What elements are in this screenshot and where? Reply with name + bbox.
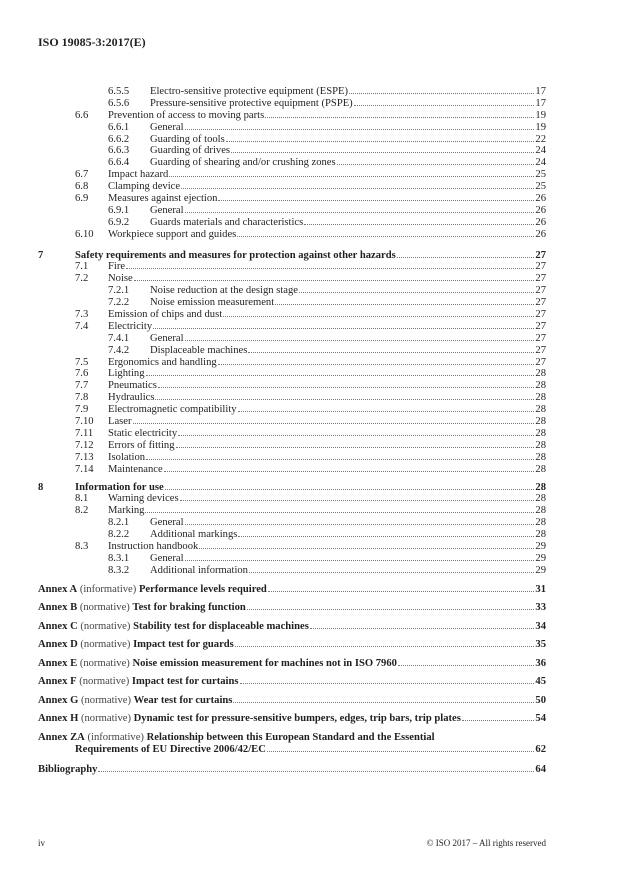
dot-leader: [299, 291, 534, 293]
annex-label: Annex H: [38, 713, 79, 725]
toc-entry[interactable]: [38, 440, 546, 452]
page-number: 19: [535, 109, 546, 121]
page-number: 36: [535, 657, 546, 669]
dot-leader: [180, 499, 535, 501]
dot-leader: [398, 664, 534, 666]
dot-leader: [310, 627, 535, 629]
section-title: Guarding of tools: [150, 133, 225, 145]
toc-entries: [38, 86, 546, 577]
dot-leader: [304, 223, 534, 225]
annex-label: Annex G: [38, 694, 79, 706]
toc-annex-entry[interactable]: [38, 636, 546, 655]
section-title: Static electricity: [108, 427, 178, 439]
page-number: 24: [535, 145, 546, 157]
section-title: Errors of fitting: [108, 439, 175, 451]
section-number: 7.2: [75, 273, 89, 285]
page-number: 27: [535, 261, 546, 273]
dot-leader: [238, 535, 534, 537]
toc-entry[interactable]: [38, 309, 546, 321]
dot-leader: [268, 590, 535, 592]
page-number: 26: [535, 193, 546, 205]
page-number: 54: [535, 713, 546, 725]
section-number: 7.7: [75, 380, 89, 392]
section-number: 7.13: [75, 451, 94, 463]
section-number: 7.5: [75, 356, 89, 368]
dot-leader: [235, 645, 535, 647]
page-number: 28: [535, 481, 546, 493]
section-number: 8.1: [75, 493, 89, 505]
toc-entry[interactable]: [38, 122, 546, 134]
toc-entry[interactable]: [38, 452, 546, 464]
dot-leader: [165, 488, 535, 490]
toc-entry[interactable]: [38, 98, 546, 110]
page-number: 28: [535, 493, 546, 505]
toc-annex-entry[interactable]: [38, 673, 546, 692]
annex-kind: (informative): [79, 583, 137, 595]
toc-entry[interactable]: [38, 553, 546, 565]
page-number: 22: [535, 133, 546, 145]
section-number: 8.2: [75, 505, 89, 517]
dot-leader: [199, 547, 534, 549]
section-number: 6.5.6: [108, 97, 130, 109]
section-title: Clamping device: [108, 181, 181, 193]
annex-title-line1: Relationship between this European Standard and the Essential: [146, 731, 435, 743]
annex-label: Annex ZA: [38, 731, 85, 743]
page-number: 28: [535, 529, 546, 541]
dot-leader: [223, 315, 534, 317]
dot-leader: [185, 523, 535, 525]
annex-kind: (normative): [80, 694, 131, 706]
page-number: 27: [535, 356, 546, 368]
dot-leader: [153, 327, 534, 329]
dot-leader: [397, 256, 535, 258]
section-title: Noise reduction at the design stage: [150, 285, 298, 297]
table-of-contents: [38, 86, 546, 776]
toc-entry[interactable]: [38, 250, 546, 262]
dot-leader: [265, 116, 534, 118]
section-number: 7.11: [75, 427, 94, 439]
section-title: Additional markings: [150, 529, 238, 541]
toc-entry[interactable]: [38, 333, 546, 345]
page-number: 28: [535, 404, 546, 416]
dot-leader: [226, 140, 535, 142]
dot-leader: [181, 187, 534, 189]
page-number: 25: [535, 169, 546, 181]
toc-annex-entry[interactable]: [38, 655, 546, 674]
dot-leader: [126, 267, 534, 269]
page-number: 45: [535, 676, 546, 688]
toc-entry[interactable]: [38, 345, 546, 357]
page-number: 17: [535, 97, 546, 109]
toc-entry[interactable]: [38, 357, 546, 369]
section-number: 8.3.1: [108, 552, 130, 564]
annex-label: Annex D: [38, 639, 78, 651]
annex-entries: [38, 581, 546, 729]
section-title: Instruction handbook: [108, 540, 199, 552]
section-number: 7.4.1: [108, 332, 130, 344]
dot-leader: [249, 571, 534, 573]
section-title: General: [150, 121, 184, 133]
page-number: 25: [535, 181, 546, 193]
annex-title: Test for braking function: [132, 602, 246, 614]
annex-title: Noise emission measurement for machines not in ISO 7960: [132, 657, 397, 669]
page-number: 27: [535, 309, 546, 321]
toc-entry[interactable]: [38, 404, 546, 416]
page-number: 28: [535, 380, 546, 392]
page-number: 31: [535, 583, 546, 595]
annex-label: Annex B: [38, 602, 78, 614]
page-number: 28: [535, 451, 546, 463]
section-number: 7.4.2: [108, 344, 130, 356]
section-title: Prevention of access to moving parts: [108, 109, 265, 121]
section-title: Emission of chips and dust: [108, 309, 223, 321]
dot-leader: [185, 128, 535, 130]
toc-entry[interactable]: [38, 193, 546, 205]
page-number: 28: [535, 463, 546, 475]
dot-leader: [169, 175, 534, 177]
section-title: Electricity: [108, 320, 153, 332]
page-number: 27: [535, 320, 546, 332]
section-number: 6.6.1: [108, 121, 130, 133]
page-number: 33: [535, 602, 546, 614]
toc-annex-entry[interactable]: [38, 692, 546, 711]
page-number: 28: [535, 505, 546, 517]
toc-annex-entry[interactable]: [38, 618, 546, 637]
section-number: 7: [38, 249, 44, 261]
annex-title: Wear test for curtains: [133, 694, 233, 706]
dot-leader: [218, 363, 535, 365]
section-title: Impact hazard: [108, 169, 169, 181]
dot-leader: [134, 279, 535, 281]
section-title: General: [150, 332, 184, 344]
section-number: 8.2.1: [108, 517, 130, 529]
section-title: Pressure-sensitive protective equipment (PSPE): [150, 97, 353, 109]
page-number: 29: [535, 540, 546, 552]
section-title: Laser: [108, 416, 132, 428]
toc-annex-entry[interactable]: [38, 581, 546, 600]
toc-entry[interactable]: [38, 541, 546, 553]
annex-title: Dynamic test for pressure-sensitive bumpers, edges, trip bars, trip plates: [133, 713, 461, 725]
page-number: 28: [535, 439, 546, 451]
section-title: Workpiece support and guides: [108, 228, 237, 240]
page-number: 26: [535, 216, 546, 228]
page-number: 27: [535, 332, 546, 344]
toc-entry[interactable]: [38, 273, 546, 285]
dot-leader: [185, 339, 535, 341]
annex-label: Annex F: [38, 676, 77, 688]
dot-leader: [178, 434, 534, 436]
toc-annex-za[interactable]: [38, 732, 546, 744]
bibliography-title: Bibliography: [38, 763, 98, 775]
annex-label: Annex E: [38, 657, 78, 669]
toc-entry[interactable]: [38, 482, 546, 494]
dot-leader: [146, 374, 535, 376]
section-title: Electromagnetic compatibility: [108, 404, 237, 416]
page-number: 35: [535, 639, 546, 651]
toc-entry[interactable]: [38, 297, 546, 309]
section-title: Isolation: [108, 451, 146, 463]
page-number: 27: [535, 273, 546, 285]
dot-leader: [349, 92, 534, 94]
document-id-header: ISO 19085-3:2017(E): [38, 35, 146, 49]
dot-leader: [185, 559, 535, 561]
section-title: Warning devices: [108, 493, 179, 505]
annex-kind: (normative): [79, 657, 130, 669]
section-number: 6.9.1: [108, 204, 130, 216]
section-number: 7.6: [75, 368, 89, 380]
page-number: 28: [535, 427, 546, 439]
section-number: 8.2.2: [108, 529, 130, 541]
section-number: 7.3: [75, 309, 89, 321]
dot-leader: [462, 719, 535, 721]
page-number: 27: [535, 285, 546, 297]
toc-entry[interactable]: [38, 229, 546, 241]
section-number: 6.6: [75, 109, 89, 121]
section-number: 6.6.3: [108, 145, 130, 157]
dot-leader: [185, 211, 535, 213]
dot-leader: [155, 398, 534, 400]
annex-title: Stability test for displaceable machines: [133, 620, 309, 632]
section-title: Displaceable machines: [150, 344, 248, 356]
section-number: 8.3.2: [108, 564, 130, 576]
toc-annex-za-cont[interactable]: [38, 744, 546, 756]
page-number: 28: [535, 517, 546, 529]
toc-entry[interactable]: [38, 428, 546, 440]
section-number: 7.4: [75, 320, 89, 332]
toc-entry[interactable]: [38, 493, 546, 505]
section-number: 7.9: [75, 404, 89, 416]
toc-entry[interactable]: [38, 181, 546, 193]
section-title: Ergonomics and handling: [108, 356, 217, 368]
toc-entry[interactable]: [38, 86, 546, 98]
section-title: Hydraulics: [108, 392, 155, 404]
toc-entry[interactable]: [38, 517, 546, 529]
dot-leader: [146, 458, 534, 460]
toc-entry[interactable]: [38, 416, 546, 428]
section-title: Marking: [108, 505, 145, 517]
annex-kind: (normative): [80, 713, 131, 725]
annex-kind: (normative): [80, 639, 131, 651]
dot-leader: [337, 163, 535, 165]
toc-entry[interactable]: [38, 157, 546, 169]
toc-annex-entry[interactable]: [38, 599, 546, 618]
dot-leader: [98, 770, 534, 772]
dot-leader: [240, 682, 535, 684]
section-number: 8.3: [75, 540, 89, 552]
toc-entry[interactable]: [38, 134, 546, 146]
page-number: 34: [535, 620, 546, 632]
section-number: 7.8: [75, 392, 89, 404]
annex-label: Annex A: [38, 583, 78, 595]
section-title: Noise emission measurement: [150, 297, 275, 309]
page-number: 27: [535, 344, 546, 356]
section-title: General: [150, 204, 184, 216]
dot-leader: [275, 303, 534, 305]
section-number: 7.10: [75, 416, 94, 428]
toc-entry[interactable]: [38, 529, 546, 541]
page-number: 64: [535, 763, 546, 775]
section-title: General: [150, 552, 184, 564]
toc-entry[interactable]: [38, 505, 546, 517]
dot-leader: [218, 199, 534, 201]
annex-title: Impact test for curtains: [131, 676, 239, 688]
page-number: 50: [535, 694, 546, 706]
dot-leader: [237, 235, 534, 237]
annex-kind: (normative): [79, 676, 130, 688]
page-number: 19: [535, 121, 546, 133]
annex-kind: (normative): [79, 602, 130, 614]
section-number: 7.12: [75, 439, 94, 451]
section-title: Additional information: [150, 564, 248, 576]
page-number: 26: [535, 204, 546, 216]
footer-copyright: © ISO 2017 – All rights reserved: [426, 838, 546, 848]
section-title: Guarding of drives: [150, 145, 231, 157]
dot-leader: [233, 701, 534, 703]
page-number: 27: [535, 249, 546, 261]
page-number: 28: [535, 368, 546, 380]
toc-entry[interactable]: [38, 205, 546, 217]
section-number: 6.6.2: [108, 133, 130, 145]
toc-entry[interactable]: [38, 565, 546, 577]
annex-label: Annex C: [38, 620, 78, 632]
footer-page-number: iv: [38, 838, 46, 848]
section-title: Noise: [108, 273, 133, 285]
dot-leader: [145, 511, 534, 513]
section-title: Lighting: [108, 368, 145, 380]
section-number: 7.1: [75, 261, 89, 273]
toc-entry[interactable]: [38, 110, 546, 122]
toc-bibliography[interactable]: [38, 764, 546, 776]
toc-entry[interactable]: [38, 380, 546, 392]
toc-entry[interactable]: [38, 261, 546, 273]
section-number: 6.10: [75, 228, 94, 240]
toc-entry[interactable]: [38, 321, 546, 333]
page-number: 28: [535, 392, 546, 404]
section-number: 8: [38, 481, 44, 493]
annex-title: Impact test for guards: [133, 639, 234, 651]
section-title: Fire: [108, 261, 126, 273]
annex-kind: (informative): [87, 731, 144, 743]
page-number: 62: [535, 743, 546, 755]
toc-entry[interactable]: [38, 145, 546, 157]
section-title: Guarding of shearing and/or crushing zones: [150, 157, 336, 169]
section-number: 6.5.5: [108, 86, 130, 97]
section-number: 6.9: [75, 193, 89, 205]
dot-leader: [247, 608, 535, 610]
dot-leader: [238, 410, 535, 412]
section-title: Information for use: [75, 481, 164, 493]
dot-leader: [267, 750, 535, 752]
section-title: Maintenance: [108, 463, 163, 475]
annex-title: Performance levels required: [138, 583, 267, 595]
section-number: 6.8: [75, 181, 89, 193]
dot-leader: [164, 470, 535, 472]
section-number: 6.7: [75, 169, 89, 181]
dot-leader: [231, 151, 534, 153]
annex-kind: (normative): [80, 620, 131, 632]
section-title: Guards materials and characteristics: [150, 216, 304, 228]
toc-entry[interactable]: [38, 392, 546, 404]
section-title: Electro-sensitive protective equipment (ESPE): [150, 86, 348, 97]
page-number: 26: [535, 228, 546, 240]
page-number: 27: [535, 297, 546, 309]
toc-entry[interactable]: [38, 169, 546, 181]
dot-leader: [248, 351, 534, 353]
section-number: 7.2.1: [108, 285, 130, 297]
page-number: 28: [535, 416, 546, 428]
annex-title-line2: Requirements of EU Directive 2006/42/EC: [75, 743, 266, 755]
section-number: 6.9.2: [108, 216, 130, 228]
section-number: 6.6.4: [108, 157, 130, 169]
page-number: 24: [535, 157, 546, 169]
toc-entry[interactable]: [38, 464, 546, 476]
toc-entry[interactable]: [38, 217, 546, 229]
dot-leader: [158, 386, 535, 388]
section-title: General: [150, 517, 184, 529]
section-number: 7.14: [75, 463, 94, 475]
page-number: 29: [535, 564, 546, 576]
dot-leader: [176, 446, 535, 448]
section-title: Safety requirements and measures for protection against other hazards: [75, 249, 396, 261]
page-number: 29: [535, 552, 546, 564]
section-title: Pneumatics: [108, 380, 157, 392]
page-number: 17: [535, 86, 546, 97]
section-number: 7.2.2: [108, 297, 130, 309]
toc-entry[interactable]: [38, 285, 546, 297]
dot-leader: [133, 422, 535, 424]
section-title: Measures against ejection: [108, 193, 218, 205]
dot-leader: [354, 104, 535, 106]
toc-annex-entry[interactable]: [38, 710, 546, 729]
toc-entry[interactable]: [38, 368, 546, 380]
